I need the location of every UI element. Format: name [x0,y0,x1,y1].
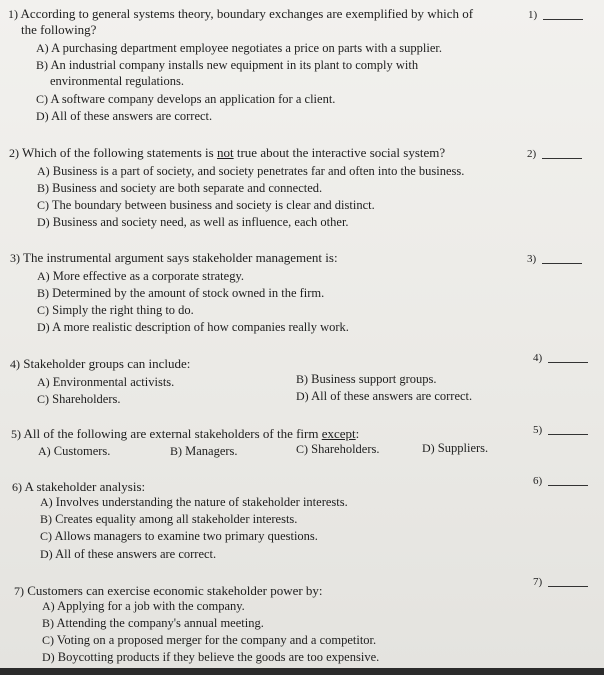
option-a: A) More effective as a corporate strategy. [37,269,245,283]
option-a: A) Customers. [38,444,111,458]
answer-blank[interactable]: 5) [533,424,588,436]
option-d: D) Business and society need, as well as influence, each other. [37,215,349,229]
option-c: C) A software company develops an application for a client. [36,92,336,106]
answer-blank[interactable]: 1) [528,9,583,21]
question-stem-continued: the following? [21,22,97,37]
option-c: C) The boundary between business and society is clear and distinct. [37,198,375,212]
question-stem: 6) A stakeholder analysis: [12,479,146,494]
answer-blank[interactable]: 6) [533,475,588,487]
emphasis-not: not [216,145,234,160]
option-b: B) Business and society are both separate and connected. [37,181,323,195]
question-stem: 5) All of the following are external stakeholders of the firm except: [11,426,360,441]
question-stem: 1) According to general systems theory, boundary exchanges are exemplified by which of [8,6,474,21]
answer-blank[interactable]: 7) [533,576,588,588]
option-a: A) Involves understanding the nature of stakeholder interests. [40,495,348,509]
option-d: D) All of these answers are correct. [296,389,473,403]
option-c: C) Allows managers to examine two primary questions. [40,529,318,543]
emphasis-except: except [321,426,356,441]
option-d: D) All of these answers are correct. [36,109,213,123]
option-b: B) Business support groups. [296,372,437,386]
answer-blank[interactable]: 4) [533,352,588,364]
option-b: B) Attending the company's annual meeting. [42,616,264,630]
option-c: C) Simply the right thing to do. [37,303,194,317]
option-c: C) Shareholders. [296,442,380,456]
option-d: D) Suppliers. [422,441,489,455]
option-b-continued: environmental regulations. [50,74,184,88]
option-c: C) Shareholders. [37,392,121,406]
question-stem: 4) Stakeholder groups can include: [10,356,191,371]
option-b: B) Determined by the amount of stock owned in the firm. [37,286,325,300]
answer-blank[interactable]: 3) [527,253,582,265]
option-d: D) Boycotting products if they believe the goods are too expensive. [42,650,380,664]
question-stem: 3) The instrumental argument says stakeholder management is: [10,250,338,265]
option-a: A) Environmental activists. [37,375,175,389]
option-b: B) Creates equality among all stakeholder interests. [40,512,298,526]
answer-blank[interactable]: 2) [527,148,582,160]
option-c: C) Voting on a proposed merger for the company and a competitor. [42,633,377,647]
option-d: D) A more realistic description of how companies really work. [37,320,349,334]
option-a: A) A purchasing department employee negotiates a price on parts with a supplier. [36,41,442,55]
option-d: D) All of these answers are correct. [40,547,217,561]
question-stem: 2) Which of the following statements is not true about the interactive social system? [9,145,446,160]
option-b: B) An industrial company installs new equipment in its plant to comply with [36,58,419,72]
option-b: B) Managers. [170,444,238,458]
option-a: A) Applying for a job with the company. [42,599,245,613]
question-stem: 7) Customers can exercise economic stakeholder power by: [14,583,323,598]
option-a: A) Business is a part of society, and society penetrates far and often into the business. [37,164,465,178]
photo-edge-shadow [0,668,604,675]
